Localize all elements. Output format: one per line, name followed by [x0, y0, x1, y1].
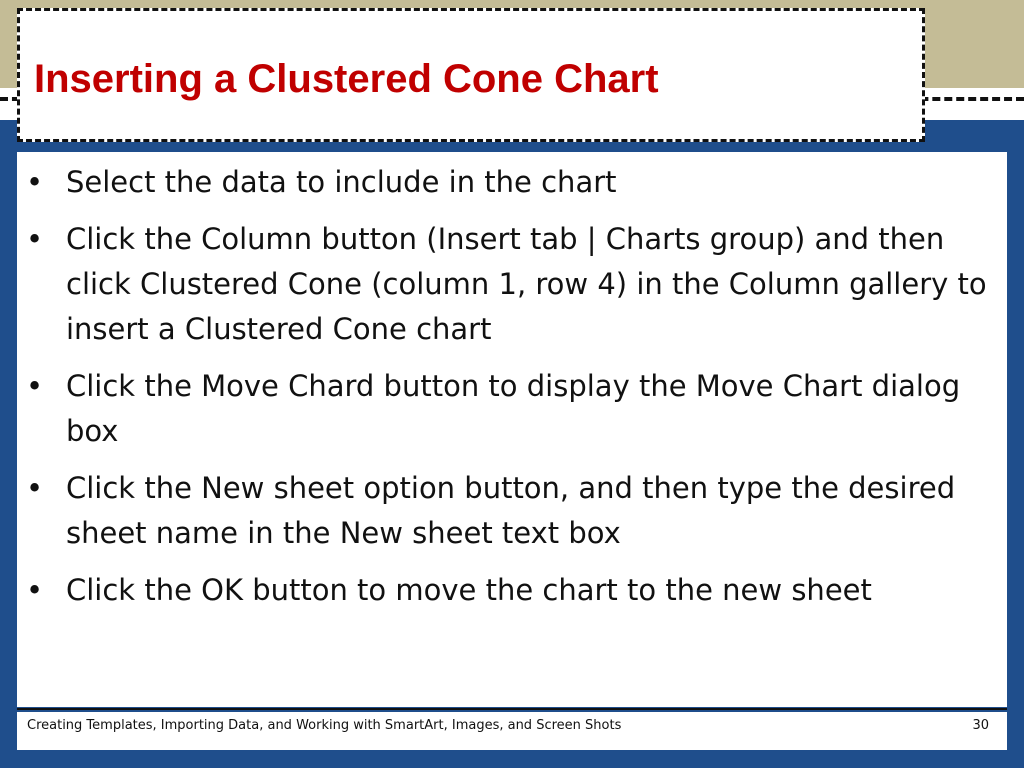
- bullet-list: [26, 160, 996, 625]
- bullet-item: [26, 364, 996, 454]
- bullet-text: Select the data to include in the chart: [66, 165, 617, 199]
- footer-caption: Creating Templates, Importing Data, and Working with SmartArt, Images, and Screen Shots: [27, 718, 622, 733]
- bullet-text: Click the Move Chard button to display the Move Chart dialog box: [66, 369, 961, 448]
- bullet-icon: •: [26, 165, 44, 199]
- bullet-icon: •: [26, 471, 44, 505]
- bullet-icon: •: [26, 573, 44, 607]
- bullet-text: Click the OK button to move the chart to the new sheet: [66, 573, 872, 607]
- bullet-item: [26, 466, 996, 556]
- bullet-icon: •: [26, 222, 44, 256]
- bullet-item: [26, 217, 996, 352]
- bullet-text: Click the New sheet option button, and then type the desired sheet name in the New sheet text box: [66, 471, 956, 550]
- slide-title: Inserting a Clustered Cone Chart: [34, 57, 659, 101]
- slide-number: 30: [972, 718, 989, 733]
- title-box: [17, 8, 925, 142]
- bullet-item: [26, 568, 996, 613]
- footer-divider: [17, 708, 1007, 710]
- footer-bar: [17, 712, 1007, 750]
- bullet-icon: •: [26, 369, 44, 403]
- bullet-item: [26, 160, 996, 205]
- bullet-text: Click the Column button (Insert tab | Charts group) and then click Clustered Cone (column 1, row 4) in the Column gallery to insert a Clustered Cone chart: [66, 222, 987, 346]
